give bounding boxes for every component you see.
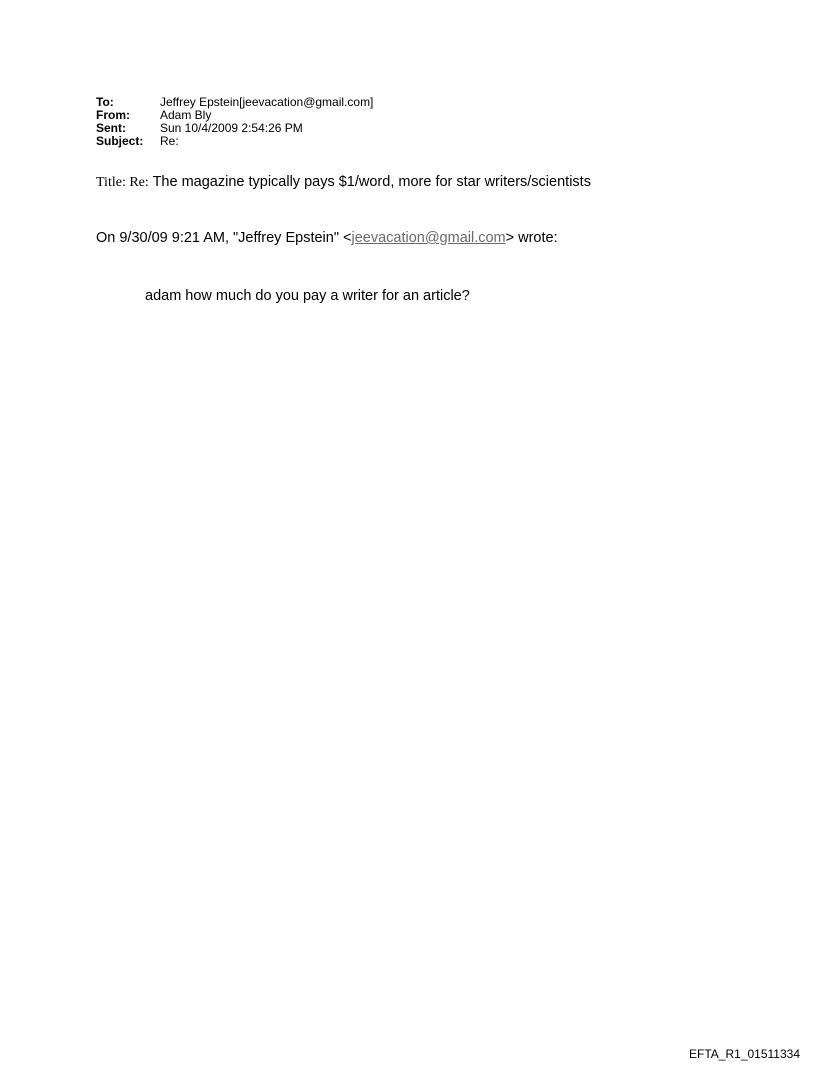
subject-label: Subject: [96, 134, 144, 148]
quoted-message: adam how much do you pay a writer for an article? [145, 288, 470, 304]
quote-intro-before: On 9/30/09 9:21 AM, "Jeffrey Epstein" < [96, 230, 352, 246]
email-header [96, 96, 373, 148]
to-value: Jeffrey Epstein[jeevacation@gmail.com] [160, 95, 374, 109]
quote-attribution [96, 230, 558, 246]
document-id: EFTA_R1_01511334 [689, 1047, 800, 1061]
to-row [96, 96, 373, 109]
title-prefix: Title: Re: [96, 175, 149, 190]
sent-label: Sent: [96, 121, 126, 135]
quote-intro-after: > wrote: [505, 230, 558, 246]
title-text: The magazine typically pays $1/word, more for star writers/scientists [152, 174, 591, 190]
quote-email-link[interactable]: jeevacation@gmail.com [351, 230, 506, 246]
from-value: Adam Bly [160, 108, 212, 122]
sent-value: Sun 10/4/2009 2:54:26 PM [160, 121, 303, 135]
from-label: From: [96, 108, 130, 122]
to-label: To: [96, 95, 114, 109]
subject-row [96, 135, 373, 148]
subject-value: Re: [160, 134, 179, 148]
message-title-line [96, 174, 591, 191]
